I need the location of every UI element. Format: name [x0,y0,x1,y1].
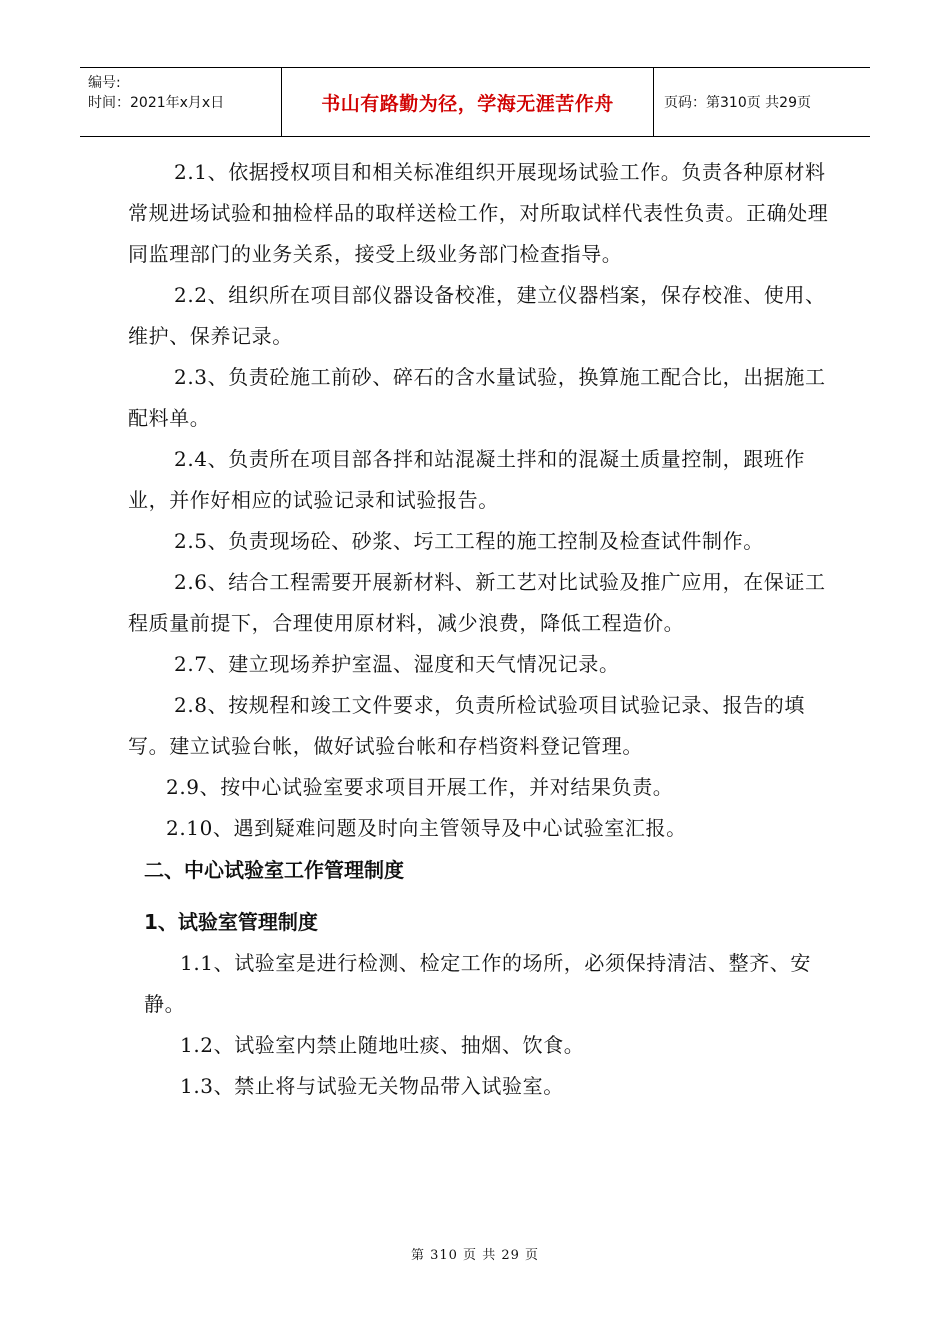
section-title: 二、中心试验室工作管理制度 [144,858,404,882]
paragraph-2-3: 2.3、负责砼施工前砂、碎石的含水量试验，换算施工配合比，出据施工配料单。 [128,365,826,430]
document-body [128,152,840,1107]
paragraph-1-2: 1.2、试验室内禁止随地吐痰、抽烟、饮食。 [180,1033,585,1057]
paragraph-2-7: 2.7、建立现场养护室温、湿度和天气情况记录。 [174,652,620,676]
subsection-title: 1、试验室管理制度 [144,910,318,934]
paragraph-2-6: 2.6、结合工程需要开展新材料、新工艺对比试验及推广应用，在保证工程质量前提下，合理使用原材料，减少浪费，降低工程造价。 [128,570,826,635]
paragraph-2-10: 2.10、遇到疑难问题及时向主管领导及中心试验室汇报。 [166,816,687,840]
document-header [80,67,870,137]
paragraph-2-1: 2.1、依据授权项目和相关标准组织开展现场试验工作。负责各种原材料常规进场试验和抽检样品的取样送检工作，对所取试样代表性负责。正确处理同监理部门的业务关系，接受上级业务部门检查指导。 [128,160,829,266]
document-number-label: 编号: [88,75,121,91]
paragraph-2-2: 2.2、组织所在项目部仪器设备校准，建立仪器档案，保存校准、使用、维护、保养记录。 [128,283,826,348]
header-page-info: 页码：第310页 共29页 [664,95,811,111]
page-footer: 第 310 页 共 29 页 [410,1248,540,1263]
header-meta [80,68,282,136]
paragraph-2-5: 2.5、负责现场砼、砂浆、圬工工程的施工控制及检查试件制作。 [174,529,764,553]
document-time-label: 时间：2021年x月x日 [88,95,225,111]
paragraph-2-4: 2.4、负责所在项目部各拌和站混凝土拌和的混凝土质量控制，跟班作业，并作好相应的试验记录和试验报告。 [128,447,806,512]
paragraph-1-1: 1.1、试验室是进行检测、检定工作的场所，必须保持清洁、整齐、安静。 [144,951,812,1016]
header-motto: 书山有路勤为径，学海无涯苦作舟 [282,68,654,136]
paragraph-2-8: 2.8、按规程和竣工文件要求，负责所检试验项目试验记录、报告的填写。建立试验台帐，做好试验台帐和存档资料登记管理。 [128,693,806,758]
paragraph-1-3: 1.3、禁止将与试验无关物品带入试验室。 [180,1074,564,1098]
paragraph-2-9: 2.9、按中心试验室要求项目开展工作，并对结果负责。 [166,775,674,799]
